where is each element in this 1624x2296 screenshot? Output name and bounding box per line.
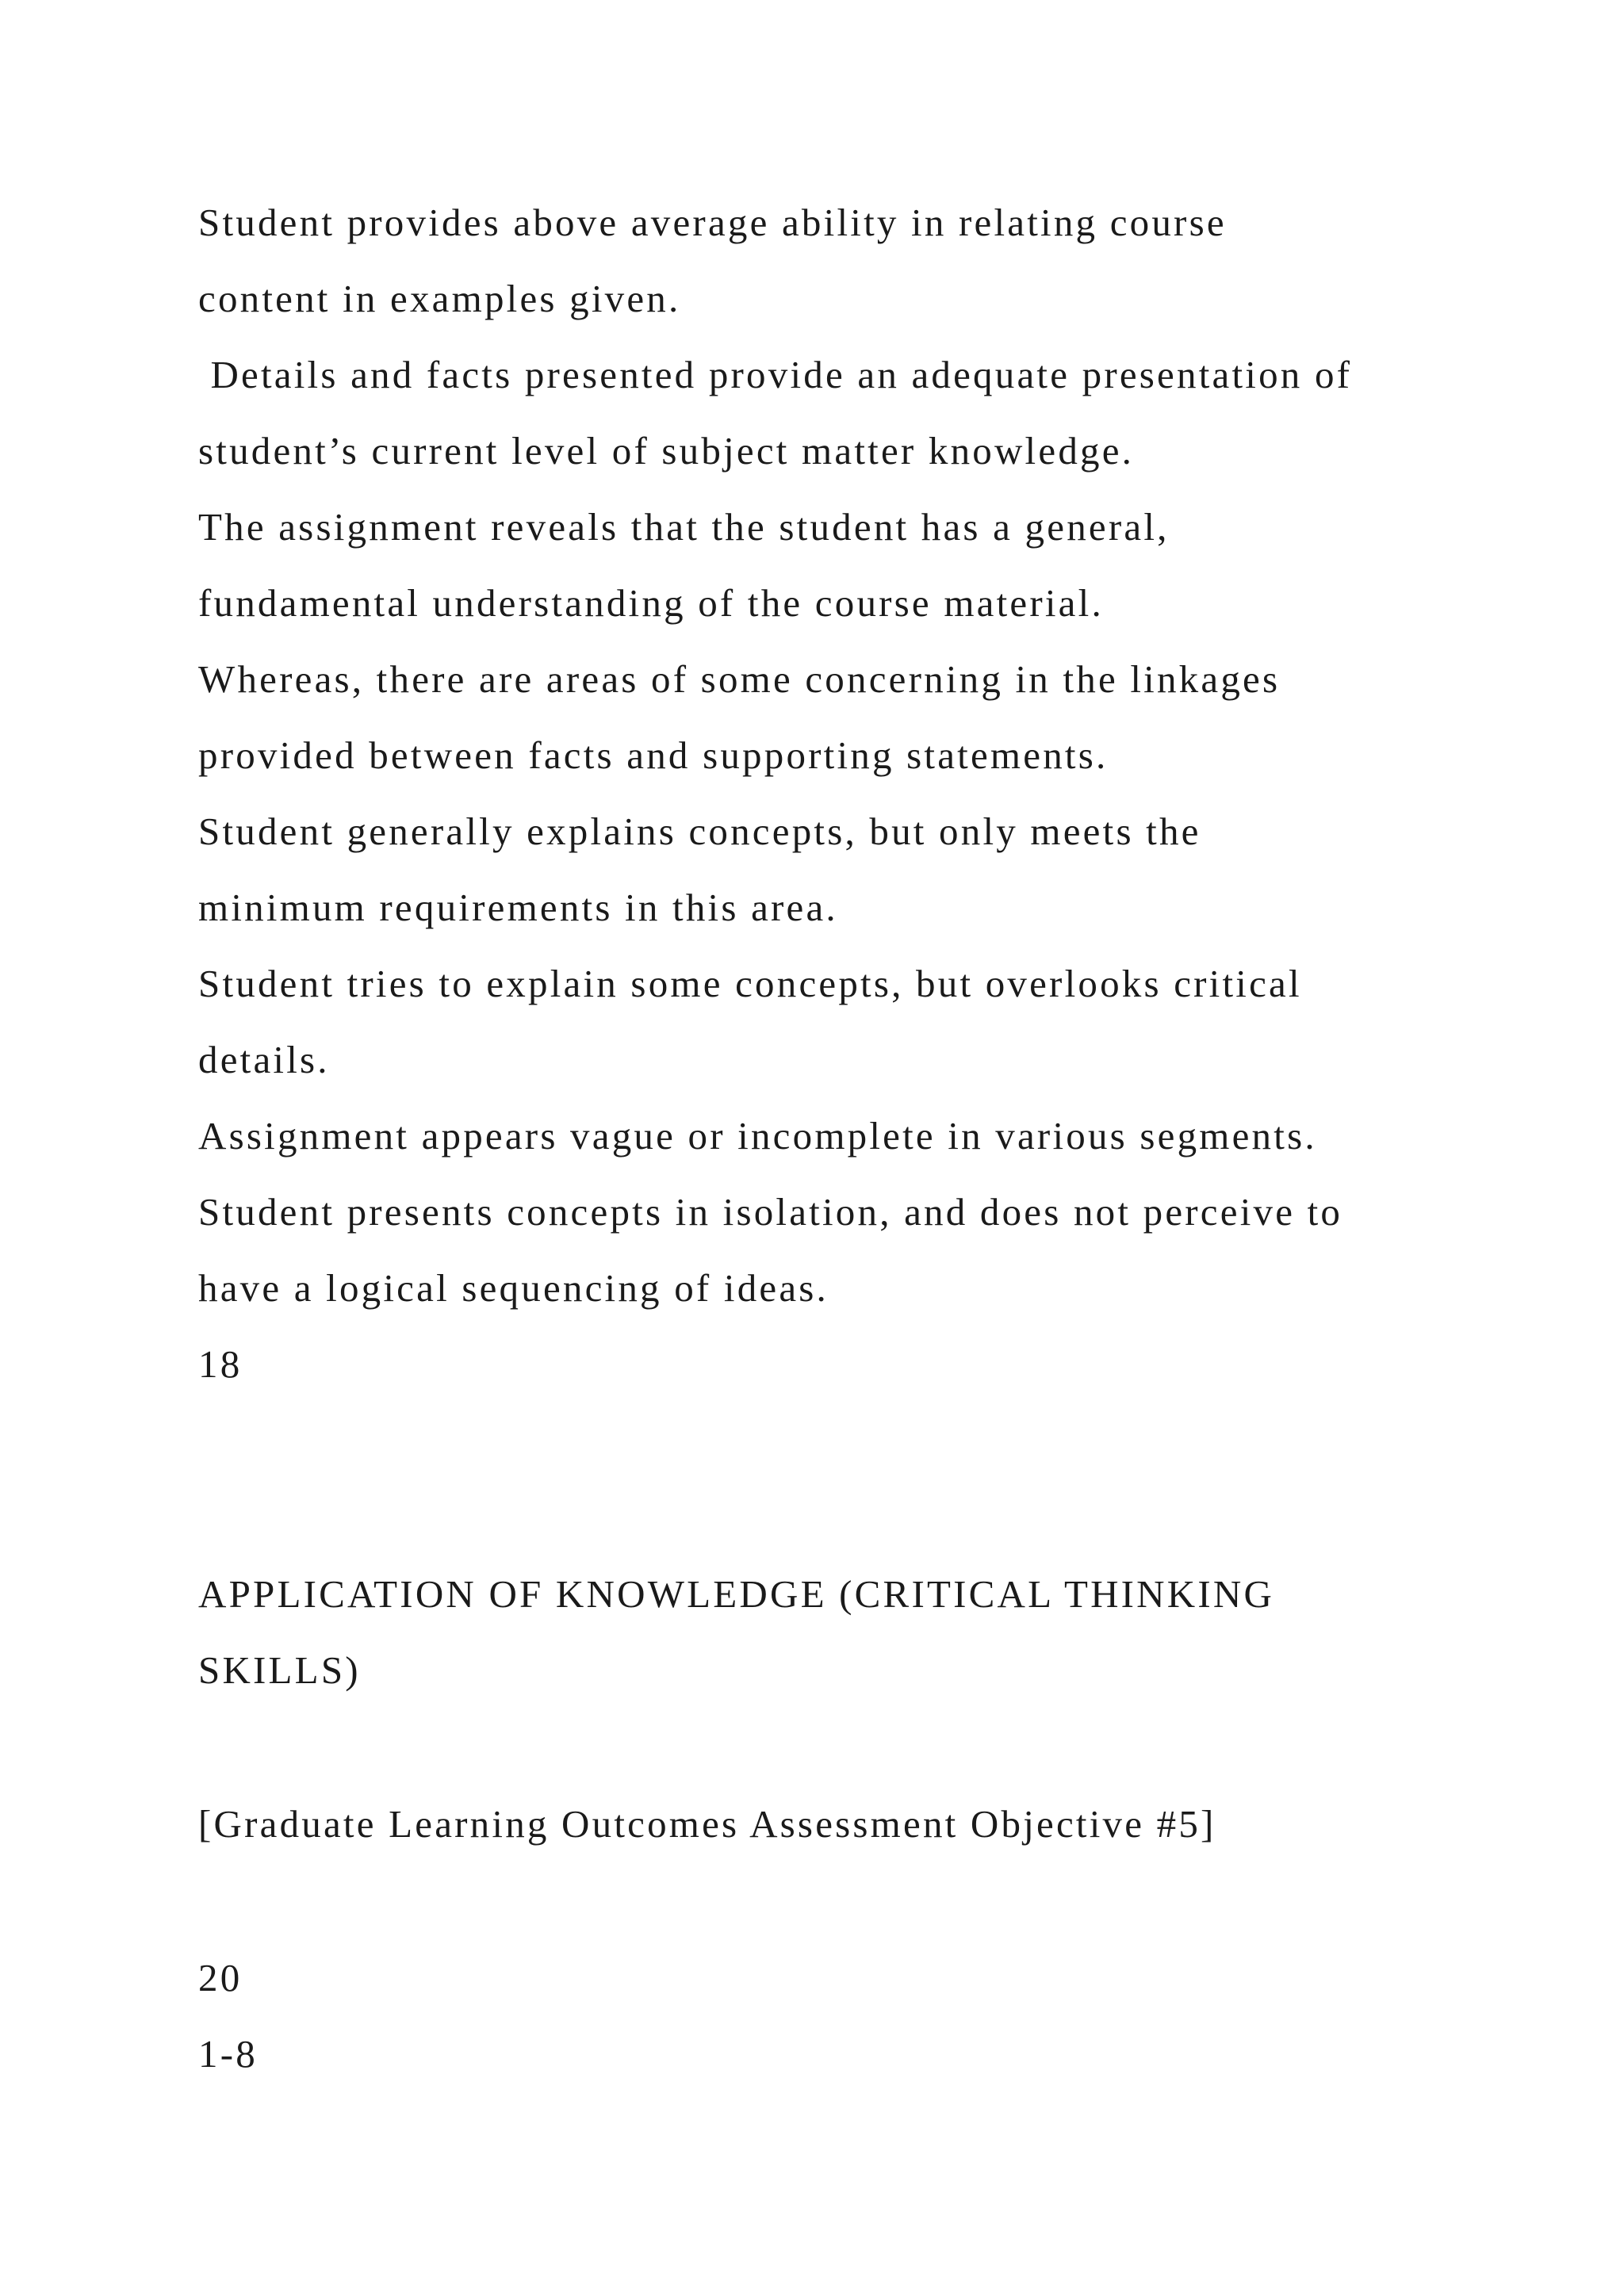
max-points: 20: [198, 1956, 243, 1999]
text-line: have a logical sequencing of ideas.: [198, 1266, 829, 1310]
text-line: details.: [198, 1038, 330, 1081]
text-line: content in examples given.: [198, 277, 681, 320]
text-line: Student presents concepts in isolation, and does not perceive to: [198, 1190, 1343, 1234]
text-line: Details and facts presented provide an adequate presentation of: [198, 353, 1353, 396]
objective-reference: [Graduate Learning Outcomes Assessment Objective #5]: [198, 1802, 1216, 1846]
text-line: provided between facts and supporting statements.: [198, 733, 1109, 777]
text-line: Whereas, there are areas of some concerning in the linkages: [198, 657, 1281, 701]
text-line: Student generally explains concepts, but only meets the: [198, 809, 1201, 853]
text-line: The assignment reveals that the student has a general,: [198, 505, 1170, 549]
text-line: Student tries to explain some concepts, but overlooks critical: [198, 962, 1302, 1005]
text-line: Student provides above average ability in relating course: [198, 201, 1227, 244]
points-range: 1-8: [198, 2032, 258, 2076]
text-line: Assignment appears vague or incomplete in various segments.: [198, 1114, 1317, 1158]
text-line: fundamental understanding of the course material.: [198, 581, 1104, 625]
score-value: 18: [198, 1342, 243, 1386]
section-heading: APPLICATION OF KNOWLEDGE (CRITICAL THINKING: [198, 1572, 1275, 1616]
section-heading-continued: SKILLS): [198, 1648, 361, 1692]
text-line: minimum requirements in this area.: [198, 886, 838, 929]
text-line: student’s current level of subject matter knowledge.: [198, 429, 1135, 473]
